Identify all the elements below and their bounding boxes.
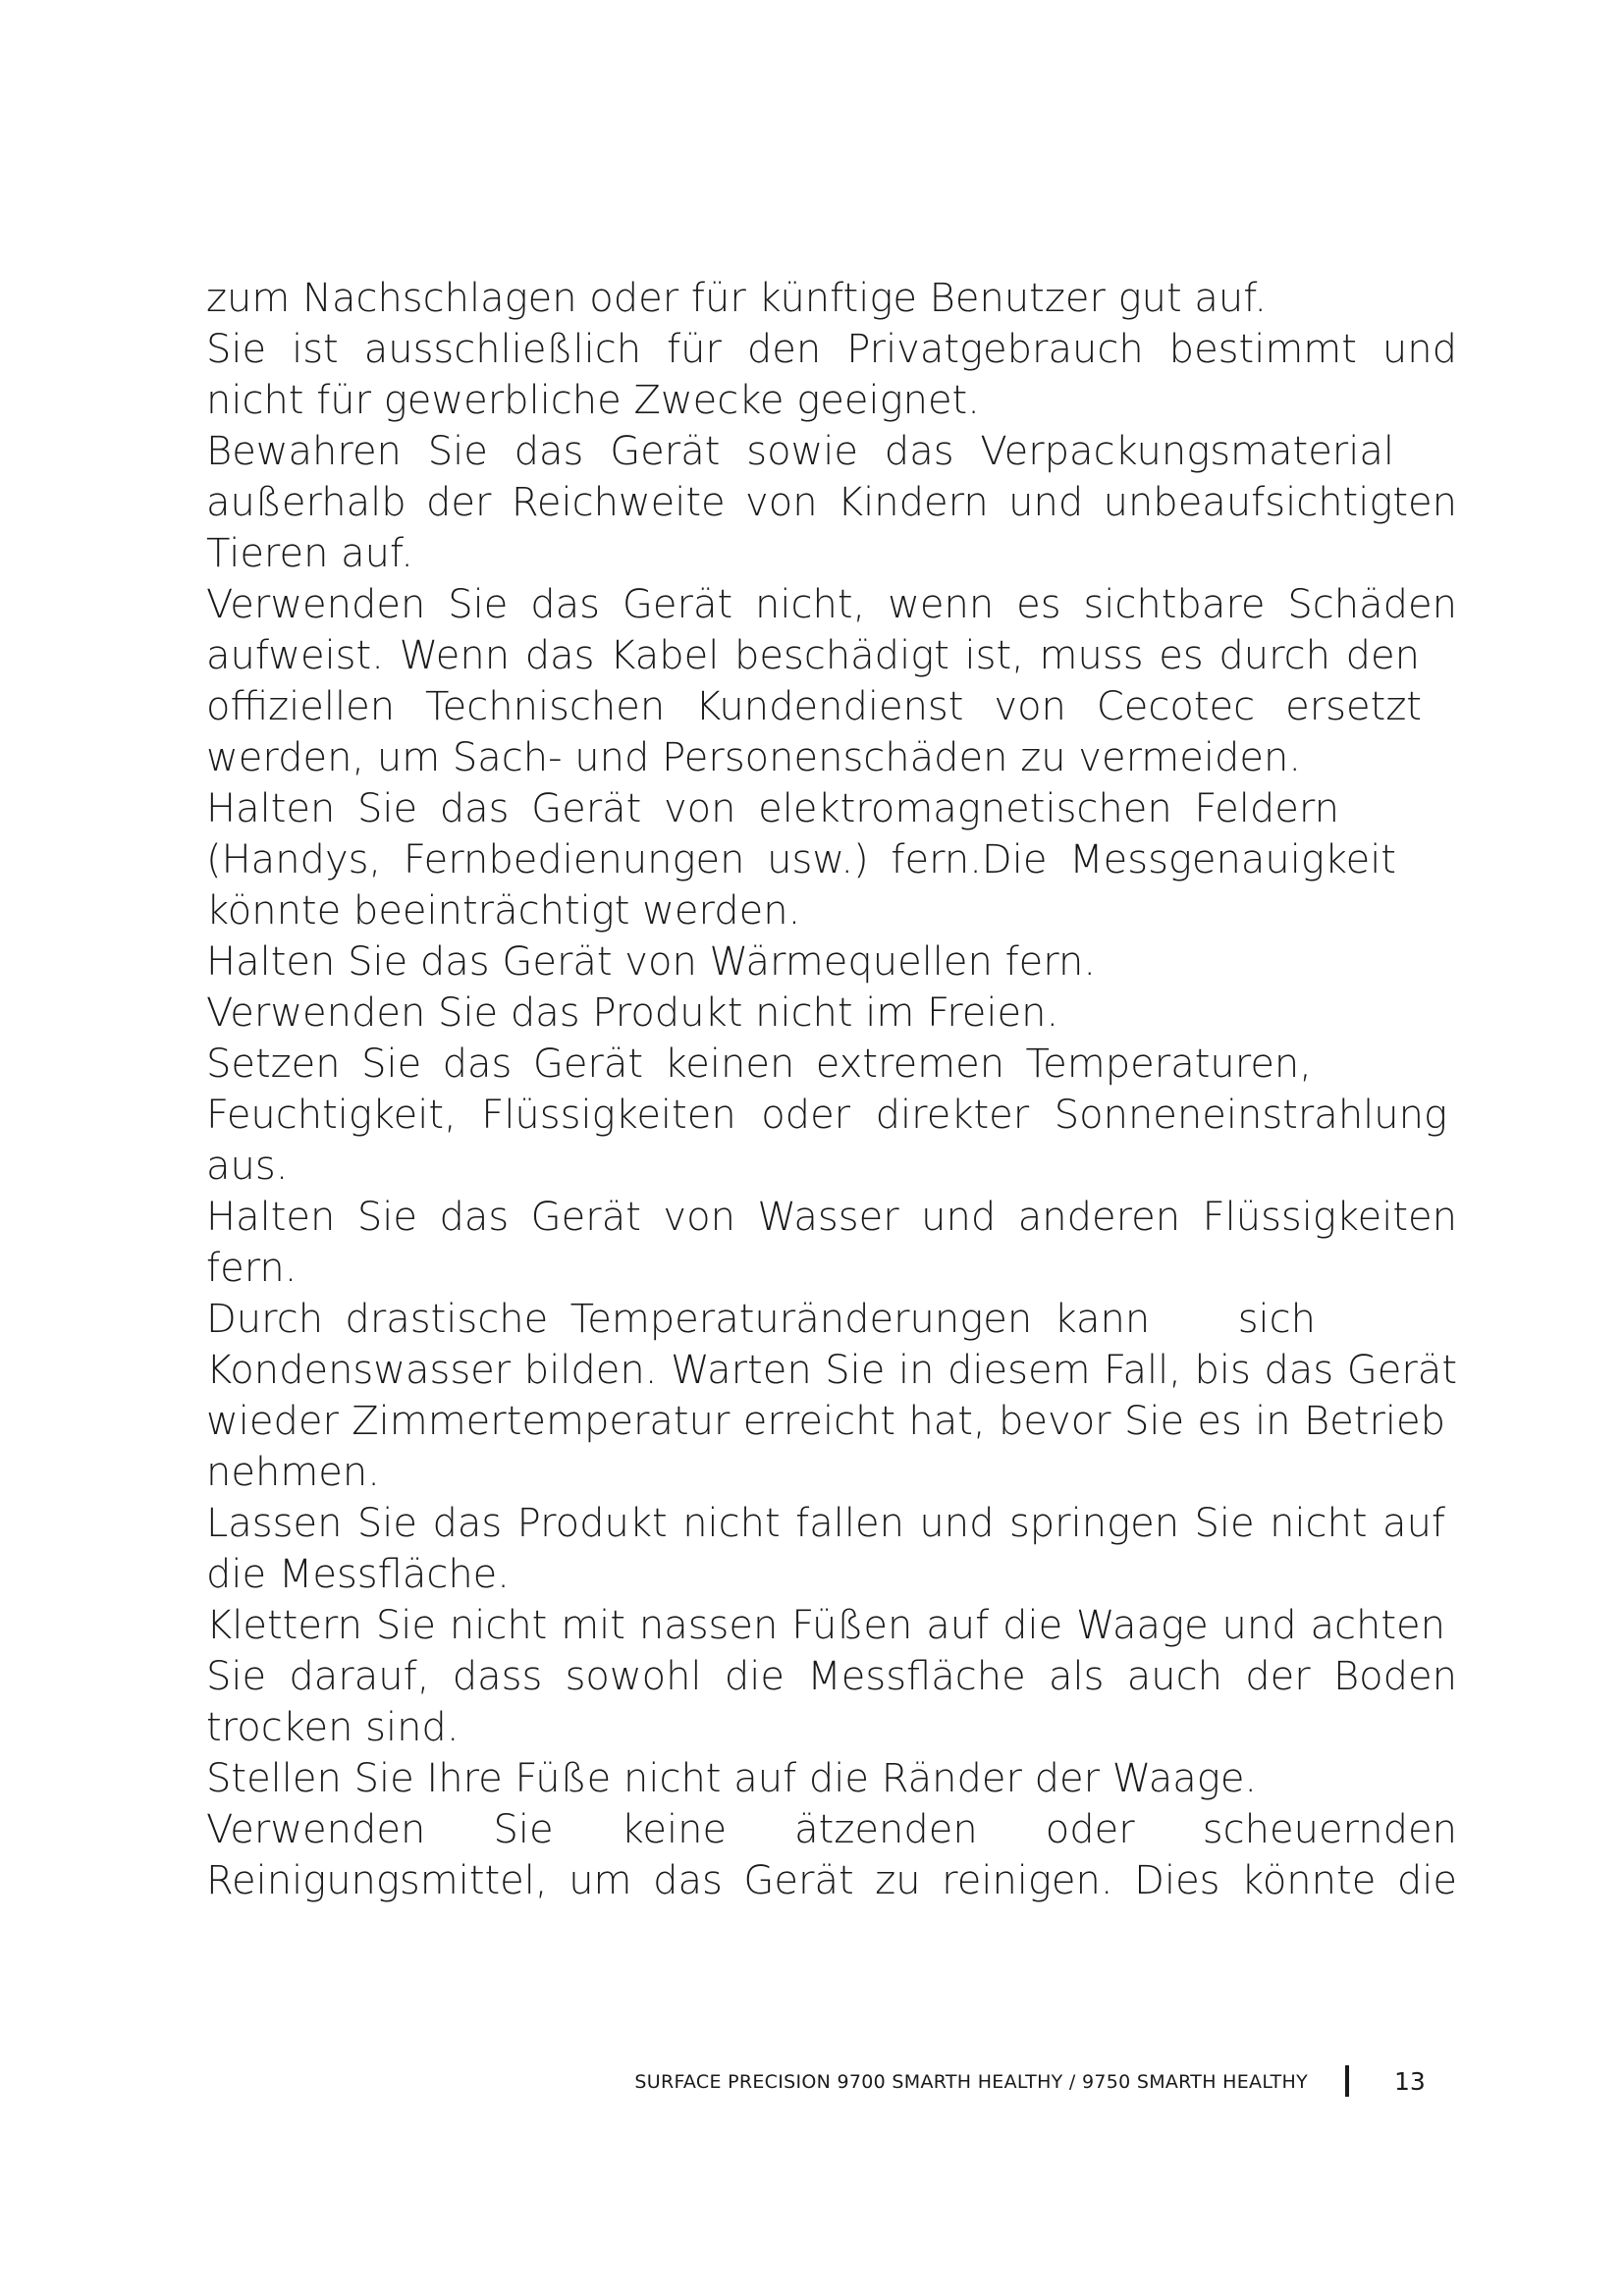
text-line: werden, um Sach- und Personenschäden zu vermeiden. (206, 735, 1302, 780)
page-footer (0, 2061, 1624, 2101)
text-line: (Handys, Fernbedienungen usw.) fern.Die Messgenauigkeit (206, 837, 1396, 882)
text-line: außerhalb der Reichweite von Kindern und unbeaufsichtigten (206, 480, 1457, 525)
text-line: trocken sind. (206, 1705, 460, 1750)
text-line: fern. (206, 1246, 298, 1291)
text-line: Kondenswasser bilden. Warten Sie in diesem Fall, bis das Gerät (206, 1348, 1457, 1393)
text-line: offiziellen Technischen Kundendienst von Cecotec ersetzt (206, 684, 1422, 729)
text-line: Lassen Sie das Produkt nicht fallen und springen Sie nicht auf (206, 1501, 1445, 1546)
text-line: Reinigungsmittel, um das Gerät zu reinigen. Dies könnte die (206, 1858, 1457, 1903)
text-line: Durch drastische Temperaturänderungen kann sich (206, 1297, 1316, 1342)
body-text (206, 273, 1457, 1906)
text-line: Halten Sie das Gerät von Wasser und anderen Flüssigkeiten (206, 1195, 1457, 1240)
text-line: Verwenden Sie das Produkt nicht im Freien. (206, 990, 1059, 1036)
text-line: wieder Zimmertemperatur erreicht hat, bevor Sie es in Betrieb (206, 1399, 1445, 1444)
text-line: Sie ist ausschließlich für den Privatgebrauch bestimmt und (206, 327, 1457, 372)
text-line: Halten Sie das Gerät von elektromagnetischen Feldern (206, 786, 1339, 831)
text-line: Setzen Sie das Gerät keinen extremen Temperaturen, (206, 1041, 1312, 1087)
text-line: Bewahren Sie das Gerät sowie das Verpackungsmaterial (206, 429, 1394, 474)
page-number: 13 (1394, 2067, 1426, 2096)
text-line: zum Nachschlagen oder für künftige Benutzer gut auf. (206, 276, 1268, 321)
footer-divider (1345, 2065, 1349, 2097)
text-line: die Messfläche. (206, 1552, 511, 1597)
text-line: aufweist. Wenn das Kabel beschädigt ist, muss es durch den (206, 633, 1420, 678)
text-line: nicht für gewerbliche Zwecke geeignet. (206, 378, 980, 423)
text-line: nehmen. (206, 1450, 380, 1495)
text-line: könnte beeinträchtigt werden. (206, 888, 801, 934)
text-line: Halten Sie das Gerät von Wärmequellen fern. (206, 939, 1097, 985)
text-line: Klettern Sie nicht mit nassen Füßen auf die Waage und achten (206, 1603, 1445, 1648)
text-line: Verwenden Sie keine ätzenden oder scheuernden (206, 1807, 1457, 1852)
text-line: Verwenden Sie das Gerät nicht, wenn es sichtbare Schäden (206, 582, 1457, 627)
text-line: Stellen Sie Ihre Füße nicht auf die Ränder der Waage. (206, 1756, 1258, 1801)
text-line: aus. (206, 1144, 289, 1189)
text-line: Tieren auf. (206, 531, 413, 576)
footer-product-title: SURFACE PRECISION 9700 SMARTH HEALTHY / 9750 SMARTH HEALTHY (634, 2071, 1308, 2093)
text-line: Sie darauf, dass sowohl die Messfläche als auch der Boden (206, 1654, 1457, 1699)
text-line: Feuchtigkeit, Flüssigkeiten oder direkter Sonneneinstrahlung (206, 1093, 1447, 1138)
